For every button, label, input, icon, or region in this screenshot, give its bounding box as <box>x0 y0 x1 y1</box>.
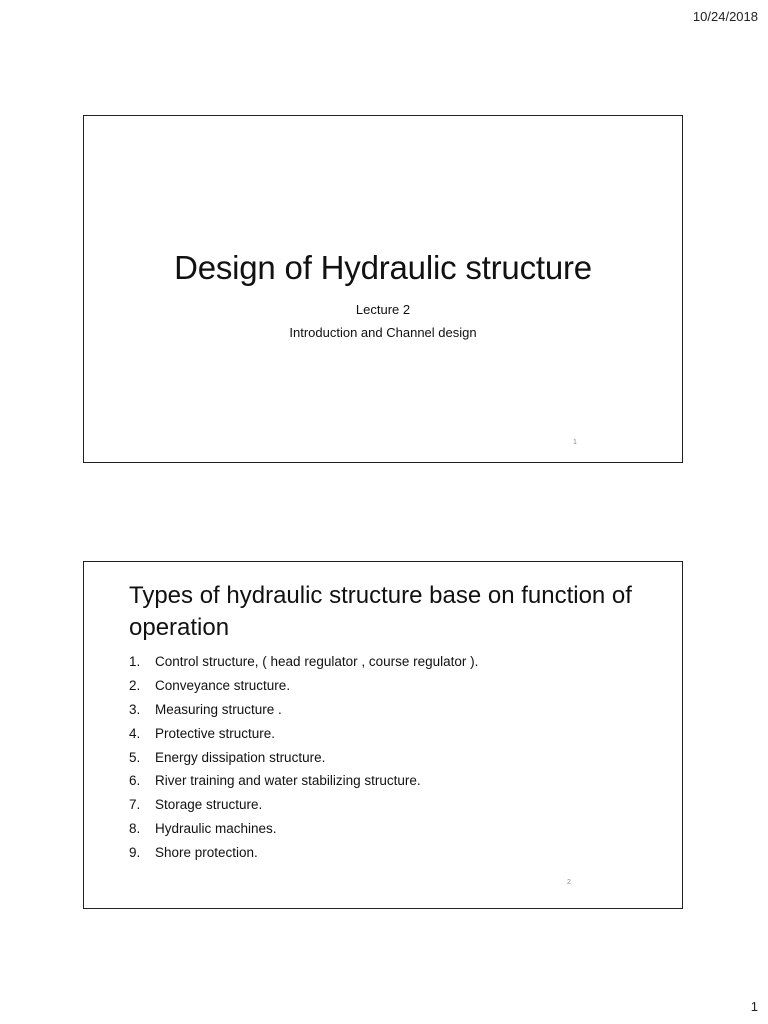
list-item-number: 4. <box>129 725 141 741</box>
list-item-text: River training and water stabilizing structure. <box>155 773 421 789</box>
list-item-text: Hydraulic machines. <box>155 820 277 836</box>
list-item-text: Storage structure. <box>155 797 263 813</box>
slide-1-subtitle-lecture: Lecture 2 <box>355 302 411 317</box>
slide-1-title: Design of Hydraulic structure <box>174 249 592 286</box>
list-item <box>129 840 478 864</box>
list-item-text: Measuring structure . <box>155 701 282 717</box>
slide-2-title: Types of hydraulic structure base on function of operation <box>129 582 632 641</box>
structure-types-list <box>129 650 478 864</box>
list-item <box>129 817 478 841</box>
page-number: 1 <box>750 999 758 1014</box>
list-item-number: 6. <box>129 773 141 789</box>
slide-1-number: 1 <box>573 439 577 446</box>
list-item-number: 2. <box>129 678 141 694</box>
list-item <box>129 769 478 793</box>
slide-1 <box>83 115 683 463</box>
slide-2-number: 2 <box>567 879 571 886</box>
list-item-number: 8. <box>129 820 141 836</box>
list-item <box>129 650 478 674</box>
list-item-number: 7. <box>129 797 141 813</box>
list-item <box>129 674 478 698</box>
list-item <box>129 793 478 817</box>
list-item <box>129 721 478 745</box>
slide-2 <box>83 561 683 909</box>
list-item-number: 9. <box>129 844 141 860</box>
list-item-number: 3. <box>129 701 141 717</box>
page-date: 10/24/2018 <box>692 9 758 24</box>
list-item-text: Protective structure. <box>155 725 276 741</box>
list-item-number: 1. <box>129 654 141 670</box>
list-item-text: Conveyance structure. <box>155 678 291 694</box>
list-item-text: Shore protection. <box>155 844 258 860</box>
list-item-text: Energy dissipation structure. <box>155 749 326 765</box>
list-item <box>129 698 478 722</box>
list-item <box>129 745 478 769</box>
list-item-text: Control structure, ( head regulator , course regulator ). <box>155 654 479 670</box>
slide-1-subtitle-topic: Introduction and Channel design <box>289 325 477 340</box>
list-item-number: 5. <box>129 749 141 765</box>
